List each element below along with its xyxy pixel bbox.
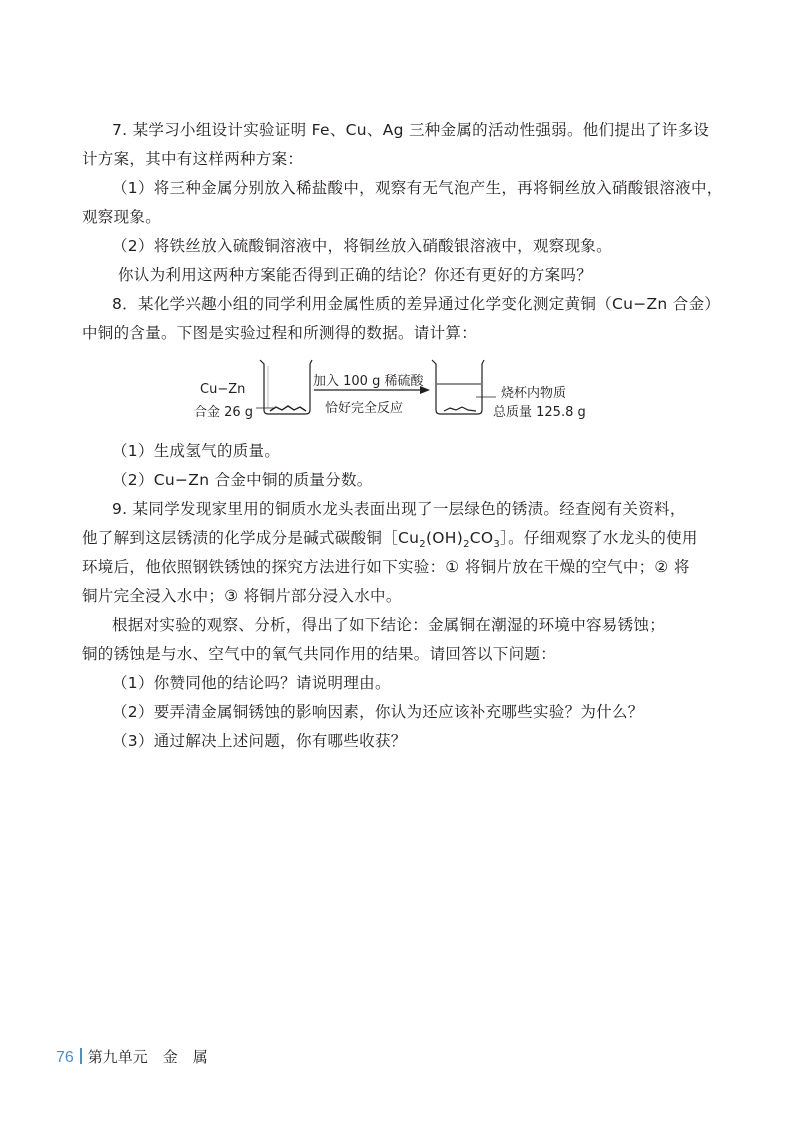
arrow-label-bottom: 恰好完全反应 — [325, 401, 404, 416]
q9-sub-3: （3）通过解决上述问题，你有哪些收获？ — [112, 732, 407, 750]
formula-oh: (OH) — [425, 529, 464, 547]
formula-sub-1: 2 — [419, 539, 426, 551]
q9-sub-2: （2）要弄清金属铜锈蚀的影响因素，你认为还应该补充哪些实验？为什么？ — [112, 703, 644, 721]
q9-line-2-post: ］。仔细观察了水龙头的使用 — [500, 529, 698, 547]
arrow-label-top: 加入 100 g 稀硫酸 — [313, 374, 424, 389]
q7-line-2: 计方案，其中有这样两种方案： — [82, 150, 304, 168]
formula-co: CO — [469, 529, 494, 547]
q7-option-1-line-2: 观察现象。 — [82, 208, 162, 226]
beaker-left-icon — [260, 360, 312, 414]
right-label-line-1: 烧杯内物质 — [501, 386, 567, 401]
page-number: 76 — [56, 1049, 74, 1066]
q9-line-6: 铜的锈蚀是与水、空气中的氧气共同作用的结果。请回答以下问题： — [82, 645, 557, 663]
q7-option-2: （2）将铁丝放入硫酸铜溶液中，将铜丝放入硝酸银溶液中，观察现象。 — [112, 237, 612, 255]
q9-line-5: 根据对实验的观察、分析，得出了如下结论：金属铜在潮湿的环境中容易锈蚀； — [112, 616, 666, 634]
page-footer — [56, 1046, 208, 1067]
experiment-figure — [190, 352, 610, 432]
q9-line-2-pre: 他了解到这层锈渍的化学成分是碱式碳酸铜［ — [82, 529, 399, 547]
unit-title: 第九单元 金 属 — [87, 1048, 208, 1066]
q8-sub-1: （1）生成氢气的质量。 — [112, 442, 281, 460]
formula-sub-3: 3 — [493, 539, 501, 551]
left-label-line-1: Cu−Zn — [200, 382, 246, 397]
q8-line-1: 8．某化学兴趣小组的同学利用金属性质的差异通过化学变化测定黄铜（Cu−Zn 合金） — [112, 295, 721, 313]
q9-line-2 — [82, 527, 698, 556]
formula-cu: Cu — [398, 529, 420, 547]
left-label-line-2: 合金 26 g — [194, 405, 254, 420]
q7-line-1: 7. 某学习小组设计实验证明 Fe、Cu、Ag 三种金属的活动性强弱。他们提出了许多设 — [112, 121, 710, 139]
right-label-line-2: 总质量 125.8 g — [493, 405, 586, 420]
q7-option-1-line-1: （1）将三种金属分别放入稀盐酸中，观察有无气泡产生，再将铜丝放入硝酸银溶液中， — [112, 179, 723, 197]
q9-line-1: 9. 某同学发现家里用的铜质水龙头表面出现了一层绿色的锈渍。经查阅有关资料， — [112, 500, 686, 518]
q9-sub-1: （1）你赞同他的结论吗？请说明理由。 — [112, 674, 391, 692]
q7-question: 你认为利用这两种方案能否得到正确的结论？你还有更好的方案吗？ — [118, 266, 593, 284]
beaker-right-icon — [432, 360, 484, 414]
q9-line-4: 铜片完全浸入水中；③ 将铜片部分浸入水中。 — [82, 587, 402, 605]
q8-sub-2: （2）Cu−Zn 合金中铜的质量分数。 — [112, 471, 373, 489]
q8-line-2: 中铜的含量。下图是实验过程和所测得的数据。请计算： — [82, 324, 478, 342]
formula-sub-2: 2 — [463, 539, 470, 551]
q9-line-3: 环境后，他依照钢铁锈蚀的探究方法进行如下实验：① 将铜片放在干燥的空气中；② 将 — [82, 558, 690, 576]
footer-divider — [80, 1048, 82, 1064]
